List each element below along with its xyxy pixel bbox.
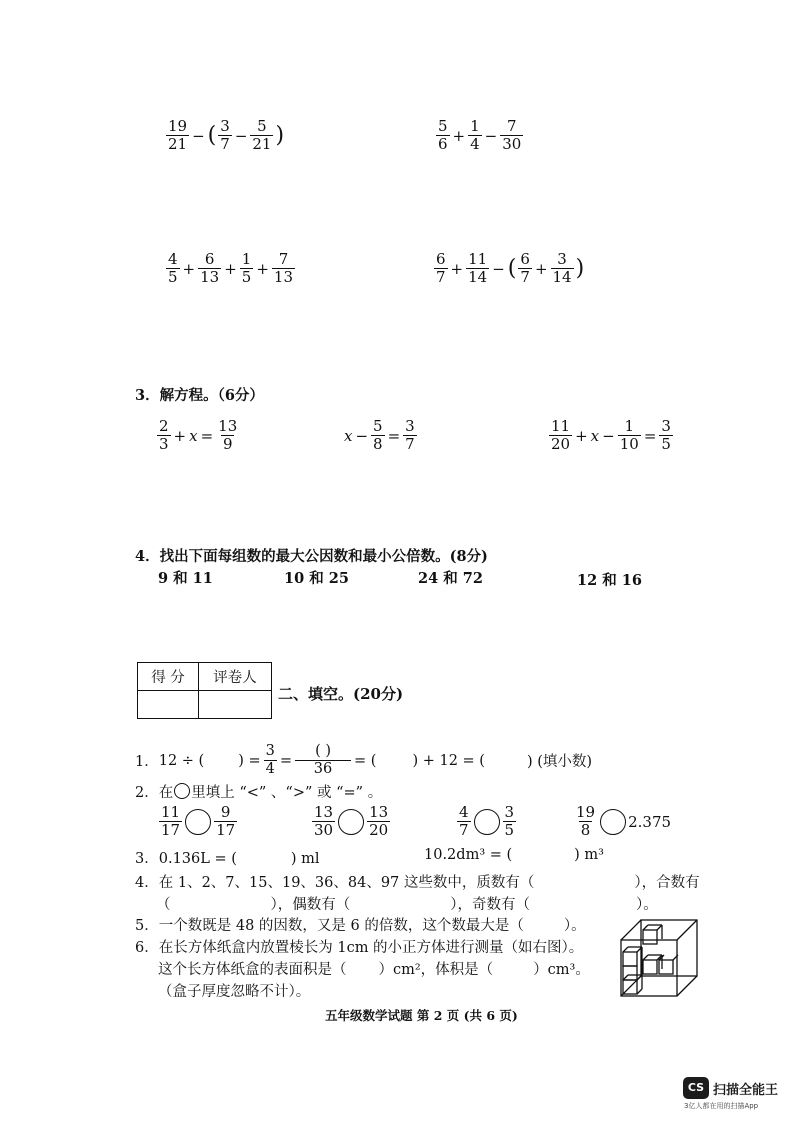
- fraction-num: 11: [551, 417, 571, 435]
- operator: −: [234, 126, 248, 145]
- fraction-num: 1: [470, 117, 480, 135]
- text-segment: ) + 12 = (: [412, 752, 485, 769]
- fraction-num: ( ): [315, 743, 331, 759]
- fraction-den: 9: [222, 435, 233, 453]
- text-segment: ) =: [238, 752, 261, 769]
- question-4-title: 4．找出下面每组数的最大公因数和最小公倍数。(8分): [135, 548, 488, 565]
- variable-x: x: [344, 426, 353, 445]
- text-segment: ），合数有: [634, 875, 700, 891]
- number-pair-1: 9 和 11: [158, 570, 213, 587]
- fill-question-4-line-2: [156, 893, 658, 914]
- fraction-num: 7: [507, 117, 517, 135]
- question-number: 5．: [135, 918, 159, 934]
- fraction-den: 6: [438, 135, 448, 153]
- fraction-den: 4: [265, 761, 275, 777]
- fraction-num: 2: [159, 417, 169, 435]
- number-pair-3: 24 和 72: [418, 570, 483, 587]
- fill-question-4-line-1: [135, 871, 700, 892]
- fraction-num: 5: [438, 117, 448, 135]
- fraction-num: 9: [220, 803, 231, 821]
- fraction-num: 1: [624, 417, 635, 435]
- text-segment: 12 ÷ (: [158, 752, 205, 769]
- operator: −: [192, 126, 205, 145]
- fraction-num: 3: [405, 417, 415, 435]
- fill-question-6-line-1: [135, 936, 583, 957]
- equals-sign: =: [387, 426, 401, 445]
- text-segment: ）。: [563, 918, 586, 934]
- compare-circle[interactable]: [338, 809, 364, 835]
- operator: +: [173, 426, 187, 445]
- operator: −: [355, 426, 369, 445]
- operator: +: [452, 126, 466, 145]
- expression-4: $\frac{6}{7}$ + $\frac{11}{14}$ − ( $\frac{6}{7}$ + $\frac{3}{14}$ ): [436, 250, 585, 286]
- scanner-app-name: 扫描全能王: [713, 1083, 779, 1098]
- fraction-den: 4: [470, 135, 480, 153]
- fraction-num: 5: [373, 417, 383, 435]
- variable-x: x: [189, 426, 198, 445]
- text-segment: 里填上 “<” 、“>” 或 “=” 。: [191, 785, 383, 801]
- fraction-den: 5: [661, 435, 671, 453]
- equals-sign: =: [200, 426, 214, 445]
- expression-2: [435, 118, 524, 153]
- fraction-den: 20: [369, 821, 389, 839]
- text-segment: （: [156, 897, 171, 913]
- expression-3: [165, 251, 296, 286]
- operator: +: [534, 259, 548, 278]
- fill-question-5: [135, 914, 586, 935]
- fraction-den: 7: [520, 268, 530, 286]
- text-segment: ），偶数有（: [270, 897, 351, 913]
- fraction-num: 11: [161, 803, 181, 821]
- text-segment: 在: [158, 785, 174, 801]
- fraction-num: 4: [459, 803, 469, 821]
- fraction-den: 5: [504, 821, 515, 839]
- text-segment: 一个数既是 48 的因数，又是 6 的倍数，这个数最大是（: [158, 918, 524, 934]
- fraction-den: 14: [552, 268, 572, 286]
- fraction-num: 3: [220, 117, 230, 135]
- text-segment: ）cm³。: [533, 962, 590, 978]
- fraction-num: 19: [576, 803, 596, 821]
- fraction-den: 5: [241, 268, 252, 286]
- text-segment: ），奇数有（: [450, 897, 530, 913]
- text-segment: 在长方体纸盒内放置棱长为 1cm 的小正方体进行测量（如右图）。: [158, 940, 584, 956]
- scanner-tagline: 3亿人都在用的扫描App: [684, 1102, 759, 1110]
- operator: +: [256, 259, 269, 278]
- fraction-num: 11: [468, 250, 488, 268]
- fraction-num: 4: [168, 250, 178, 268]
- operator: −: [602, 426, 615, 445]
- fraction-den: 21: [168, 135, 188, 153]
- fraction-den: 7: [459, 821, 469, 839]
- fraction-num: 7: [278, 250, 289, 268]
- compare-2: [311, 804, 391, 839]
- fraction-den: 30: [502, 135, 522, 153]
- fill-question-3: [135, 847, 320, 868]
- section-2-title: 二、填空。(20分): [278, 685, 404, 703]
- score-box: [137, 662, 272, 719]
- fraction-den: 21: [252, 135, 272, 153]
- fraction-den: 8: [373, 435, 383, 453]
- text-segment: ) (填小数): [526, 754, 593, 770]
- score-cell[interactable]: [138, 691, 199, 719]
- compare-circle[interactable]: [474, 809, 500, 835]
- text-segment: ) ml: [290, 851, 320, 867]
- question-number: 4．: [135, 875, 159, 891]
- equation-2: [343, 418, 418, 453]
- fraction-den: 7: [436, 268, 446, 286]
- fraction-den: 13: [273, 268, 294, 286]
- fill-question-6-line-2: [158, 958, 590, 979]
- text-segment: ) m³: [574, 847, 604, 863]
- compare-circle[interactable]: [600, 809, 626, 835]
- text-segment: 10.2dm³ = (: [424, 847, 513, 863]
- operator: +: [182, 259, 196, 278]
- text-segment: 这个长方体纸盒的表面积是（: [158, 962, 347, 978]
- decimal-value: 2.375: [628, 812, 672, 831]
- expression-1: $\frac{19}{21}$ − ( $\frac{3}{7}$ − $\frac{5}{21}$ ): [168, 117, 285, 153]
- fill-question-1: [135, 743, 592, 778]
- fraction-num: 6: [520, 250, 530, 268]
- question-number: 2．: [135, 785, 159, 801]
- operator: +: [224, 259, 237, 278]
- fraction-num: 5: [257, 117, 267, 135]
- compare-4: [573, 804, 671, 839]
- fraction-den: 10: [619, 435, 639, 453]
- fraction-den: 20: [551, 435, 571, 453]
- text-segment: =: [279, 752, 293, 769]
- score-header: 得 分: [138, 663, 199, 691]
- fraction-den: 14: [468, 268, 488, 286]
- fill-question-3-part-b: [424, 847, 604, 863]
- text-segment: ）cm²，体积是（: [378, 962, 494, 978]
- fraction-num: 6: [436, 250, 446, 268]
- operator: −: [492, 259, 505, 278]
- cuboid-box-diagram: [617, 916, 703, 1002]
- variable-x: x: [590, 426, 600, 445]
- fraction-num: 13: [314, 803, 334, 821]
- fraction-den: 7: [405, 435, 415, 453]
- fraction-num: 13: [218, 417, 238, 435]
- grader-header: 评卷人: [199, 663, 272, 691]
- equation-1: [156, 418, 240, 453]
- fraction-den: 5: [168, 268, 178, 286]
- fraction-den: 17: [161, 821, 181, 839]
- compare-1: [158, 804, 238, 839]
- text-segment: ）。: [636, 897, 658, 913]
- fraction-den: 8: [580, 821, 591, 839]
- fraction-den: 13: [200, 268, 220, 286]
- operator: +: [575, 426, 588, 445]
- fill-question-6-line-3: （盒子厚度忽略不计）。: [158, 984, 311, 1000]
- grader-cell[interactable]: [199, 691, 272, 719]
- fraction-num: 3: [557, 250, 567, 268]
- operator: −: [484, 126, 498, 145]
- fill-question-2: [135, 781, 382, 802]
- question-number: 3．: [135, 851, 159, 867]
- fraction-den: 30: [314, 821, 334, 839]
- equation-3: [548, 418, 674, 453]
- text-segment: = (: [354, 752, 377, 769]
- compare-circle[interactable]: [185, 809, 211, 835]
- operator: +: [450, 259, 464, 278]
- fraction-den: 7: [220, 135, 230, 153]
- fraction-num: 6: [204, 250, 215, 268]
- number-pair-2: 10 和 25: [284, 570, 349, 587]
- circle-icon: [174, 783, 190, 799]
- fraction-den: 36: [295, 760, 351, 778]
- fraction-den: 17: [216, 821, 236, 839]
- scanner-logo-icon: CS: [683, 1077, 709, 1099]
- page-footer: 五年级数学试题 第 2 页 (共 6 页): [325, 1008, 518, 1023]
- question-number: 1．: [135, 754, 159, 770]
- equals-sign: =: [643, 426, 657, 445]
- fraction-num: 3: [504, 803, 515, 821]
- fraction-num: 13: [369, 803, 389, 821]
- question-3-title: 3．解方程。（6分）: [135, 387, 264, 404]
- fraction-num: 1: [241, 250, 252, 268]
- text-segment: 在 1、2、7、15、19、36、84、97 这些数中，质数有（: [158, 875, 535, 891]
- fraction-num: 19: [168, 117, 188, 135]
- question-number: 6．: [135, 940, 159, 956]
- fraction-num: 3: [661, 417, 671, 435]
- fraction-num: 3: [265, 743, 275, 759]
- number-pair-4: 12 和 16: [577, 572, 642, 589]
- compare-3: [456, 804, 517, 839]
- text-segment: 0.136L = (: [158, 851, 237, 867]
- fraction-den: 3: [159, 435, 169, 453]
